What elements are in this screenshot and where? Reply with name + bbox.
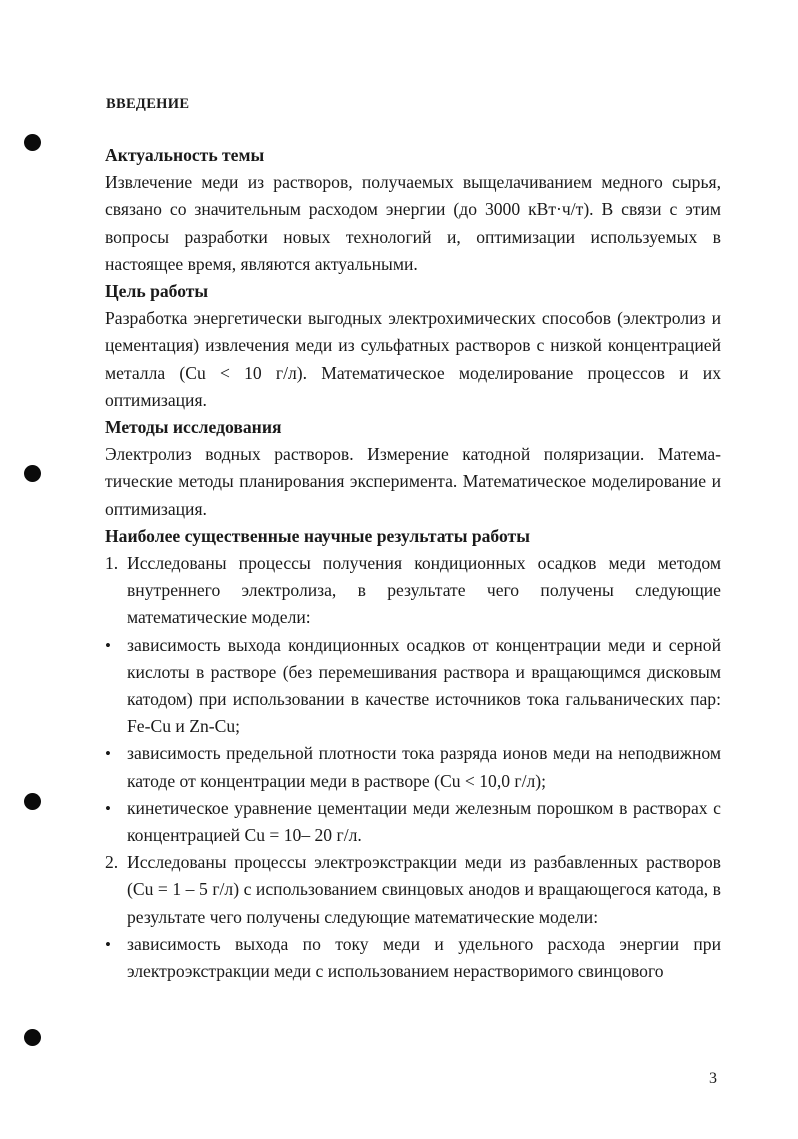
section-heading-methods: Методы исследования [105, 417, 282, 438]
results-list-item [105, 550, 721, 632]
punch-hole-mark [24, 465, 41, 482]
section-heading-relevance: Актуальность темы [105, 145, 265, 165]
section-text-goal: Разработка энергетически выгодных электрохимических способов (электролиз и цементация) извлечения меди из сульфатных растворов с низкой концентрацией металла (Cu < 10 г/л). Математическое моделирование процессов и их оптимизация. [105, 308, 721, 410]
bullet-icon: • [105, 798, 111, 818]
bullet-icon: • [105, 744, 111, 764]
section-text-methods: Электролиз водных растворов. Измерение катодной поляризации. Математические методы планирования эксперимента. Математическое моделирование и оптимизация. [105, 444, 721, 519]
list-item-text: Исследованы процессы получения кондиционных осадков меди методом внутреннего электролиза, в результате чего получены следующие математические модели: [127, 553, 721, 628]
results-list-item [105, 632, 721, 741]
page-title: ВВЕДЕНИЕ [106, 96, 190, 112]
list-item-text: зависимость выхода по току меди и удельного расхода энергии при электроэкстракции меди с использованием нерастворимого свинцового [127, 933, 721, 982]
bullet-icon: • [105, 934, 111, 954]
list-item-text: зависимость предельной плотности тока разряда ионов меди на неподвижном катоде от концентрации меди в растворе (Cu < 10,0 г/л); [127, 743, 721, 791]
list-item-text: Исследованы процессы электроэкстракции меди из разбавленных растворов (Cu = 1 – 5 г/л) с использованием свинцовых анодов и вращающегося катода, в результате чего получены следующие математические модели: [127, 852, 721, 927]
list-number: 2. [105, 852, 119, 873]
punch-hole-mark [24, 793, 41, 810]
document-body [105, 142, 721, 985]
results-list-item [105, 849, 721, 931]
punch-hole-mark [24, 134, 41, 151]
punch-hole-mark [24, 1029, 41, 1046]
results-list-item [105, 740, 721, 794]
list-item-text: кинетическое уравнение цементации меди железным порошком в растворах с концентрацией Cu = 10– 20 г/л. [127, 797, 721, 846]
list-item-text: зависимость выхода кондиционных осадков от концентрации меди и серной кислоты в растворе (без перемешивания раствора и вращающимся дисковым катодом) при использовании в качестве источников тока гальванических пар: Fe-Cu и Zn-Cu; [127, 634, 721, 737]
section-heading-results: Наиболее существенные научные результаты работы [105, 525, 530, 546]
results-list-item [105, 931, 721, 985]
page-number: 3 [709, 1070, 717, 1087]
list-number: 1. [105, 553, 119, 574]
bullet-icon: • [105, 635, 111, 655]
results-list-item [105, 795, 721, 849]
section-text-relevance: Извлечение меди из растворов, получаемых выщелачиванием медного сырья, связано со значительным расходом энергии (до 3000 кВт·ч/т). В связи с этим вопросы разработки новых технологий и, оптимизации используемых в настоящее время, являются актуальными. [105, 172, 721, 274]
section-heading-goal: Цель работы [105, 281, 209, 302]
